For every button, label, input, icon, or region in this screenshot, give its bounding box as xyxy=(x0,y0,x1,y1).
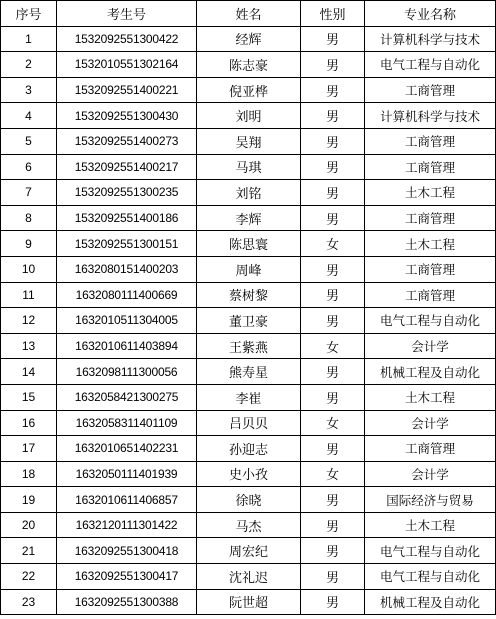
cell-serial-number: 23 xyxy=(1,589,57,615)
cell-name: 陈志豪 xyxy=(197,52,301,78)
cell-name: 经辉 xyxy=(197,26,301,52)
cell-gender: 男 xyxy=(301,359,365,385)
cell-name: 孙迎志 xyxy=(197,436,301,462)
cell-exam-id: 1532092551400273 xyxy=(57,128,197,154)
cell-serial-number: 2 xyxy=(1,52,57,78)
table-row xyxy=(1,589,496,615)
cell-gender: 女 xyxy=(301,410,365,436)
cell-major: 工商管理 xyxy=(365,128,496,154)
cell-major: 工商管理 xyxy=(365,256,496,282)
cell-serial-number: 16 xyxy=(1,410,57,436)
cell-serial-number: 20 xyxy=(1,512,57,538)
cell-gender: 男 xyxy=(301,436,365,462)
header-exam-id: 考生号 xyxy=(57,1,197,27)
cell-exam-id: 1632010611403894 xyxy=(57,333,197,359)
cell-gender: 男 xyxy=(301,538,365,564)
cell-exam-id: 1632120111301422 xyxy=(57,512,197,538)
cell-serial-number: 7 xyxy=(1,180,57,206)
cell-exam-id: 1632092551300388 xyxy=(57,589,197,615)
cell-name: 周峰 xyxy=(197,256,301,282)
cell-major: 计算机科学与技术 xyxy=(365,103,496,129)
cell-major: 土木工程 xyxy=(365,384,496,410)
cell-gender: 男 xyxy=(301,384,365,410)
table-row xyxy=(1,359,496,385)
cell-serial-number: 21 xyxy=(1,538,57,564)
cell-serial-number: 22 xyxy=(1,564,57,590)
cell-exam-id: 1632098111300056 xyxy=(57,359,197,385)
cell-major: 国际经济与贸易 xyxy=(365,487,496,513)
cell-major: 电气工程与自动化 xyxy=(365,52,496,78)
cell-gender: 男 xyxy=(301,77,365,103)
cell-gender: 男 xyxy=(301,128,365,154)
cell-gender: 男 xyxy=(301,154,365,180)
cell-serial-number: 4 xyxy=(1,103,57,129)
cell-name: 刘铭 xyxy=(197,180,301,206)
table-row xyxy=(1,128,496,154)
cell-major: 工商管理 xyxy=(365,77,496,103)
table-row xyxy=(1,256,496,282)
cell-serial-number: 5 xyxy=(1,128,57,154)
cell-exam-id: 1632010651402231 xyxy=(57,436,197,462)
header-serial-number: 序号 xyxy=(1,1,57,27)
table-row xyxy=(1,154,496,180)
cell-name: 陈思寰 xyxy=(197,231,301,257)
cell-serial-number: 17 xyxy=(1,436,57,462)
cell-name: 李辉 xyxy=(197,205,301,231)
cell-exam-id: 1532092551400186 xyxy=(57,205,197,231)
header-name: 姓名 xyxy=(197,1,301,27)
cell-serial-number: 13 xyxy=(1,333,57,359)
table-row xyxy=(1,180,496,206)
cell-gender: 男 xyxy=(301,308,365,334)
cell-gender: 男 xyxy=(301,26,365,52)
table-row xyxy=(1,384,496,410)
cell-gender: 男 xyxy=(301,103,365,129)
cell-name: 马杰 xyxy=(197,512,301,538)
cell-serial-number: 6 xyxy=(1,154,57,180)
cell-serial-number: 19 xyxy=(1,487,57,513)
cell-major: 电气工程与自动化 xyxy=(365,308,496,334)
cell-gender: 男 xyxy=(301,205,365,231)
cell-gender: 男 xyxy=(301,564,365,590)
cell-major: 工商管理 xyxy=(365,154,496,180)
cell-exam-id: 1632010611406857 xyxy=(57,487,197,513)
cell-name: 蔡树黎 xyxy=(197,282,301,308)
cell-name: 马琪 xyxy=(197,154,301,180)
cell-serial-number: 1 xyxy=(1,26,57,52)
cell-gender: 女 xyxy=(301,333,365,359)
cell-serial-number: 15 xyxy=(1,384,57,410)
cell-major: 计算机科学与技术 xyxy=(365,26,496,52)
table-header-row xyxy=(1,1,496,27)
table-row xyxy=(1,512,496,538)
table-row xyxy=(1,205,496,231)
cell-exam-id: 1632050111401939 xyxy=(57,461,197,487)
table-row xyxy=(1,308,496,334)
header-major: 专业名称 xyxy=(365,1,496,27)
cell-serial-number: 11 xyxy=(1,282,57,308)
cell-major: 会计学 xyxy=(365,461,496,487)
cell-name: 李崔 xyxy=(197,384,301,410)
cell-major: 工商管理 xyxy=(365,282,496,308)
cell-exam-id: 1532092551300235 xyxy=(57,180,197,206)
cell-exam-id: 1632058421300275 xyxy=(57,384,197,410)
cell-gender: 男 xyxy=(301,52,365,78)
cell-major: 电气工程与自动化 xyxy=(365,564,496,590)
cell-major: 会计学 xyxy=(365,333,496,359)
cell-name: 吴翔 xyxy=(197,128,301,154)
cell-gender: 男 xyxy=(301,487,365,513)
cell-exam-id: 1632058311401109 xyxy=(57,410,197,436)
cell-exam-id: 1632092551300417 xyxy=(57,564,197,590)
cell-name: 吕贝贝 xyxy=(197,410,301,436)
cell-gender: 男 xyxy=(301,180,365,206)
cell-gender: 男 xyxy=(301,512,365,538)
cell-name: 史小孜 xyxy=(197,461,301,487)
cell-gender: 男 xyxy=(301,256,365,282)
table-row xyxy=(1,564,496,590)
header-gender: 性别 xyxy=(301,1,365,27)
table-row xyxy=(1,282,496,308)
table-row xyxy=(1,231,496,257)
table-row xyxy=(1,538,496,564)
cell-name: 周宏纪 xyxy=(197,538,301,564)
cell-name: 王紫燕 xyxy=(197,333,301,359)
cell-major: 机械工程及自动化 xyxy=(365,589,496,615)
cell-exam-id: 1532092551300422 xyxy=(57,26,197,52)
cell-major: 电气工程与自动化 xyxy=(365,538,496,564)
table-row xyxy=(1,410,496,436)
table-row xyxy=(1,461,496,487)
cell-major: 工商管理 xyxy=(365,205,496,231)
table-row xyxy=(1,436,496,462)
cell-name: 阮世超 xyxy=(197,589,301,615)
cell-exam-id: 1632080111400669 xyxy=(57,282,197,308)
cell-name: 董卫豪 xyxy=(197,308,301,334)
cell-serial-number: 9 xyxy=(1,231,57,257)
cell-gender: 女 xyxy=(301,461,365,487)
table-row xyxy=(1,26,496,52)
table-row xyxy=(1,52,496,78)
cell-major: 土木工程 xyxy=(365,512,496,538)
cell-name: 刘明 xyxy=(197,103,301,129)
cell-name: 徐晓 xyxy=(197,487,301,513)
cell-serial-number: 8 xyxy=(1,205,57,231)
cell-exam-id: 1532010551302164 xyxy=(57,52,197,78)
cell-major: 会计学 xyxy=(365,410,496,436)
cell-major: 机械工程及自动化 xyxy=(365,359,496,385)
cell-exam-id: 1632080151400203 xyxy=(57,256,197,282)
cell-serial-number: 10 xyxy=(1,256,57,282)
cell-gender: 女 xyxy=(301,231,365,257)
cell-exam-id: 1632010511304005 xyxy=(57,308,197,334)
cell-serial-number: 12 xyxy=(1,308,57,334)
table-row xyxy=(1,487,496,513)
cell-serial-number: 18 xyxy=(1,461,57,487)
table-row xyxy=(1,333,496,359)
cell-exam-id: 1632092551300418 xyxy=(57,538,197,564)
cell-name: 倪亚桦 xyxy=(197,77,301,103)
table-row xyxy=(1,103,496,129)
cell-major: 土木工程 xyxy=(365,231,496,257)
cell-major: 工商管理 xyxy=(365,436,496,462)
cell-major: 土木工程 xyxy=(365,180,496,206)
cell-exam-id: 1532092551300151 xyxy=(57,231,197,257)
cell-name: 熊寿星 xyxy=(197,359,301,385)
cell-exam-id: 1532092551400221 xyxy=(57,77,197,103)
cell-serial-number: 14 xyxy=(1,359,57,385)
cell-name: 沈礼迟 xyxy=(197,564,301,590)
table-row xyxy=(1,77,496,103)
cell-serial-number: 3 xyxy=(1,77,57,103)
cell-gender: 男 xyxy=(301,589,365,615)
cell-exam-id: 1532092551300430 xyxy=(57,103,197,129)
cell-exam-id: 1532092551400217 xyxy=(57,154,197,180)
cell-gender: 男 xyxy=(301,282,365,308)
